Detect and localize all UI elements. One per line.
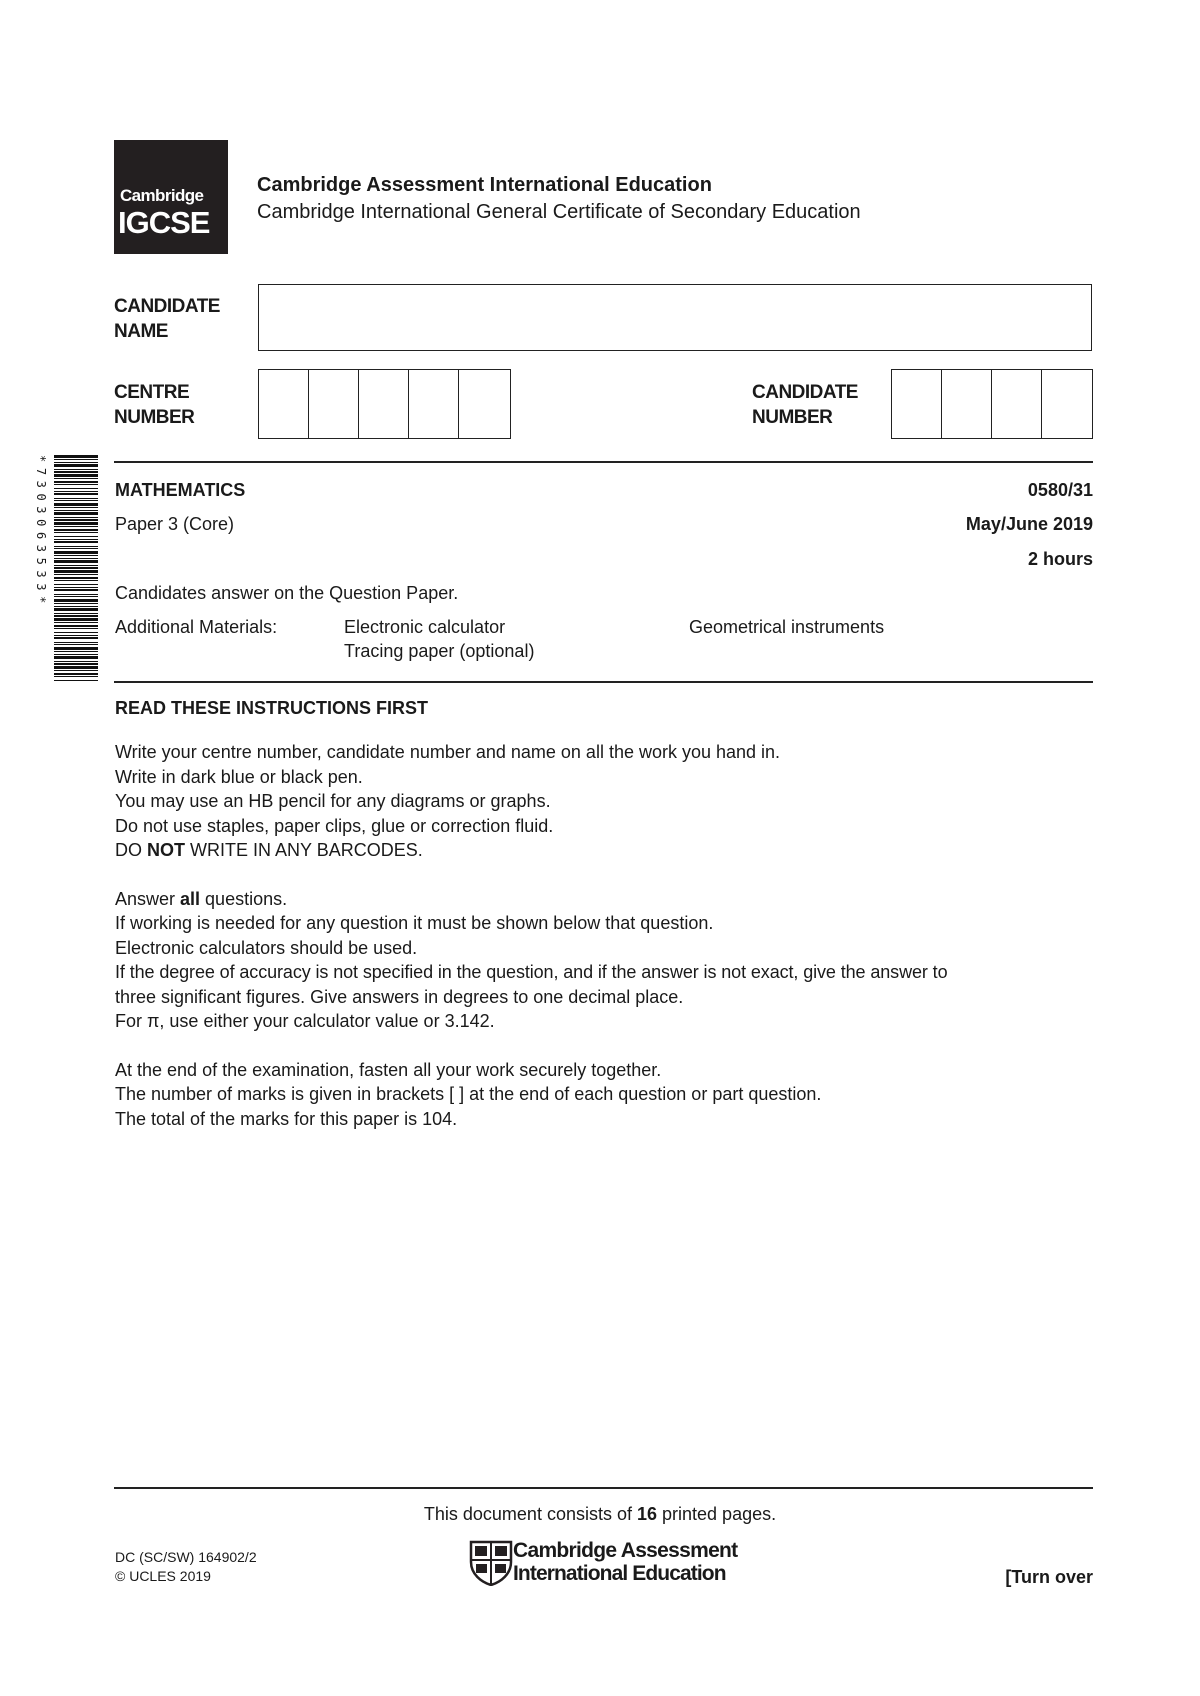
barcode-digits: *7303063533*: [34, 455, 48, 609]
turn-over: [Turn over: [1005, 1567, 1093, 1587]
barcode-bar: [54, 584, 98, 585]
barcode-bar: [54, 500, 98, 501]
barcode-bar: [54, 565, 98, 566]
centre-number-box[interactable]: [309, 370, 359, 438]
barcode-bar: [54, 526, 98, 527]
barcode-bar: [54, 625, 98, 627]
logo-line2: IGCSE: [118, 205, 210, 240]
barcode-bar: [54, 676, 98, 677]
candidate-number-box[interactable]: [1042, 370, 1092, 438]
divider: [114, 461, 1093, 463]
centre-number-box[interactable]: [359, 370, 409, 438]
barcode-bar: [54, 484, 98, 485]
answer-instruction: Answer all questions.: [115, 888, 288, 909]
centre-number-box[interactable]: [459, 370, 509, 438]
barcode-bar: [54, 488, 98, 489]
centre-number-box[interactable]: [259, 370, 309, 438]
barcode-bar: [54, 599, 98, 602]
barcode-bar: [54, 615, 98, 617]
barcode-bar: [54, 661, 98, 662]
barcode-bar: [54, 666, 98, 669]
barcode-bar: [54, 560, 98, 563]
session: May/June 2019: [965, 514, 1093, 534]
barcode-bar: [54, 673, 98, 675]
barcode-bar: [54, 498, 98, 499]
barcode-bar: [54, 462, 98, 463]
candidate-number-box[interactable]: [892, 370, 942, 438]
qualification-title: Cambridge International General Certificate of Secondary Education: [257, 201, 861, 223]
barcode-bar: [54, 651, 98, 652]
barcode-bar: [54, 594, 98, 595]
barcode-bar: [54, 663, 98, 665]
barcode-bar: [54, 647, 98, 650]
barcode-bar: [54, 603, 98, 604]
barcode-bar: [54, 469, 98, 470]
igcse-logo: [114, 140, 228, 254]
barcode: [54, 455, 98, 685]
barcode-bar: [54, 628, 98, 629]
barcode-bar: [54, 637, 98, 639]
barcode-bar: [54, 474, 98, 477]
crest-icon: [469, 1540, 513, 1586]
barcode-bar: [54, 503, 98, 506]
barcode-bar: [54, 580, 98, 581]
barcode-bar: [54, 507, 98, 508]
page-count-note: This document consists of 16 printed pages.: [423, 1504, 777, 1524]
barcode-bar: [54, 558, 98, 559]
barcode-bar: [54, 656, 98, 659]
barcode-bar: [54, 567, 98, 569]
barcode-bar: [54, 512, 98, 515]
barcode-bar: [54, 510, 98, 511]
barcode-bar: [54, 471, 98, 473]
barcode-bar: [54, 613, 98, 614]
barcode-bar: [54, 491, 98, 492]
materials-extra: Geometrical instruments: [689, 617, 885, 637]
barcode-bar: [54, 635, 98, 636]
barcode-bar: [54, 654, 98, 655]
barcode-bar: [54, 529, 98, 531]
barcode-bar: [54, 596, 98, 597]
barcode-bar: [54, 632, 98, 633]
organisation-title: Cambridge Assessment International Education: [257, 174, 712, 196]
barcode-bar: [54, 622, 98, 623]
barcode-bar: [54, 459, 98, 460]
duration: 2 hours: [1027, 549, 1093, 569]
barcode-bar: [54, 570, 98, 573]
barcode-bar: [54, 522, 98, 525]
candidate-number-label: CANDIDATE NUMBER: [752, 382, 858, 428]
barcode-bar: [54, 608, 98, 611]
centre-number-boxes[interactable]: [258, 369, 511, 439]
barcode-bar: [54, 644, 98, 645]
barcode-bar: [54, 548, 98, 549]
barcode-bar: [54, 551, 98, 554]
barcode-bar: [54, 519, 98, 521]
barcode-bar: [54, 536, 98, 537]
barcode-bar: [54, 587, 98, 588]
barcode-bar: [54, 555, 98, 556]
barcode-bar: [54, 464, 98, 467]
cambridge-assessment-logo: [469, 1540, 749, 1586]
barcode-graphic: [54, 455, 98, 685]
barcode-bar: [54, 481, 98, 483]
cambridge-logo-line1: Cambridge Assessment: [513, 1539, 738, 1562]
centre-number-label: CENTRE NUMBER: [114, 382, 195, 428]
footer-divider: [114, 1487, 1093, 1489]
candidate-name-field[interactable]: [258, 284, 1092, 351]
subject: MATHEMATICS: [115, 480, 246, 500]
barcode-bar: [54, 589, 98, 591]
divider: [114, 681, 1093, 683]
barcode-bar: [54, 606, 98, 607]
materials-label: Additional Materials:: [115, 617, 278, 637]
paper-name: Paper 3 (Core): [115, 514, 235, 534]
barcode-bar: [54, 517, 98, 518]
centre-number-box[interactable]: [409, 370, 459, 438]
instructions-heading: READ THESE INSTRUCTIONS FIRST: [115, 698, 429, 718]
barcode-bar: [54, 539, 98, 540]
paper-code: 0580/31: [1027, 480, 1093, 500]
candidate-number-box[interactable]: [992, 370, 1042, 438]
barcode-instruction: DO NOT WRITE IN ANY BARCODES.: [115, 840, 423, 860]
barcode-bar: [54, 670, 98, 671]
instructions-body: Write your centre number, candidate number and name on all the work you hand in. Write in dark blue or black pen. You may use an HB pencil for any diagrams or graphs. Do not use staples, paper clips, glue or correction fluid. DO NOT WRITE IN ANY BARCODES. Answer all questions. If working is needed for any question it must be shown below that question. Electronic calculators should be used. If the degree of accuracy is not specified in the question, and if the answer is not exact, give the answer to three significant figures. Give answers in degrees to one decimal place. For π, use either your calculator value or 3.142. At the end of the examination, fasten all your work securely together. The number of marks is given in brackets [ ] at the end of each question or part question. The total of the marks for this paper is 104.: [115, 740, 1095, 1131]
cambridge-logo-line2: International Education: [513, 1562, 726, 1585]
barcode-bar: [54, 478, 98, 479]
barcode-bar: [54, 574, 98, 575]
barcode-bar: [54, 455, 98, 458]
barcode-bar: [54, 577, 98, 579]
barcode-bar: [54, 532, 98, 533]
barcode-bar: [54, 642, 98, 643]
barcode-bar: [54, 618, 98, 621]
barcode-bar: [54, 680, 98, 681]
candidate-name-label: CANDIDATE NAME: [114, 296, 220, 342]
logo-line1: Cambridge: [120, 186, 204, 205]
barcode-bar: [54, 546, 98, 547]
materials-list: Electronic calculator Tracing paper (optional): [344, 617, 535, 661]
barcode-bar: [54, 541, 98, 543]
candidate-number-boxes[interactable]: [891, 369, 1093, 439]
barcode-bar: [54, 493, 98, 495]
answer-note: Candidates answer on the Question Paper.: [115, 583, 459, 603]
document-ref: DC (SC/SW) 164902/2 © UCLES 2019: [115, 1549, 257, 1584]
candidate-number-box[interactable]: [942, 370, 992, 438]
